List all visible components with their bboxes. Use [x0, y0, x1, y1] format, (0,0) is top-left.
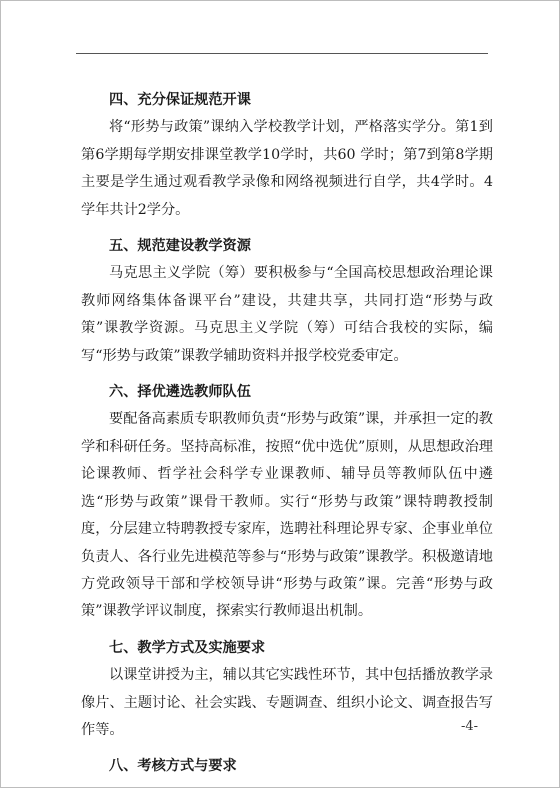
- section-paragraph-4: 将“形势与政策”课纳入学校教学计划，严格落实学分。第1到第6学期每学期安排课堂教学10学时，共60 学时；第7到第8学期主要是学生通过观看教学录像和网络视频进行自学，共4学时。4学年共计2学分。: [81, 119, 493, 218]
- section-paragraph-7: 以课堂讲授为主，辅以其它实践性环节，其中包括播放教学录像片、主题讨论、社会实践、专题调查、组织小论文、调查报告写作等。: [81, 667, 493, 738]
- page-number: -4-: [461, 719, 479, 734]
- section-paragraph-6: 要配备高素质专职教师负责“形势与政策”课，并承担一定的教学和科研任务。坚持高标准，按照“优中选优”原则，从思想政治理论课教师、哲学社会科学专业课教师、辅导员等教师队伍中遴选“形势与政策”课骨干教师。实行“形势与政策”课特聘教授制度，分层建立特聘教授专家库，选聘社科理论界专家、企事业单位负责人、各行业先进模范等参与“形势与政策”课教学。积极邀请地方党政领导干部和学校领导讲“形势与政策”课。完善“形势与政策”课教学评议制度，探索实行教师退出机制。: [81, 411, 493, 620]
- header-rule: [76, 53, 488, 54]
- section-heading-7: 七、教学方式及实施要求: [109, 639, 266, 656]
- section-heading-6: 六、择优遴选教师队伍: [109, 384, 251, 401]
- section-paragraph-5: 马克思主义学院（筹）要积极参与“全国高校思想政治理论课教师网络集体备课平台”建设，共建共享，共同打造“形势与政策”课教学资源。马克思主义学院（筹）可结合我校的实际，编写“形势与政策”课教学辅助资料并报学校党委审定。: [81, 265, 493, 364]
- section-heading-8: 八、考核方式与要求: [109, 758, 237, 775]
- section-heading-4: 四、充分保证规范开课: [109, 92, 251, 108]
- section-heading-5: 五、规范建设教学资源: [109, 238, 251, 255]
- document-body: [81, 87, 493, 781]
